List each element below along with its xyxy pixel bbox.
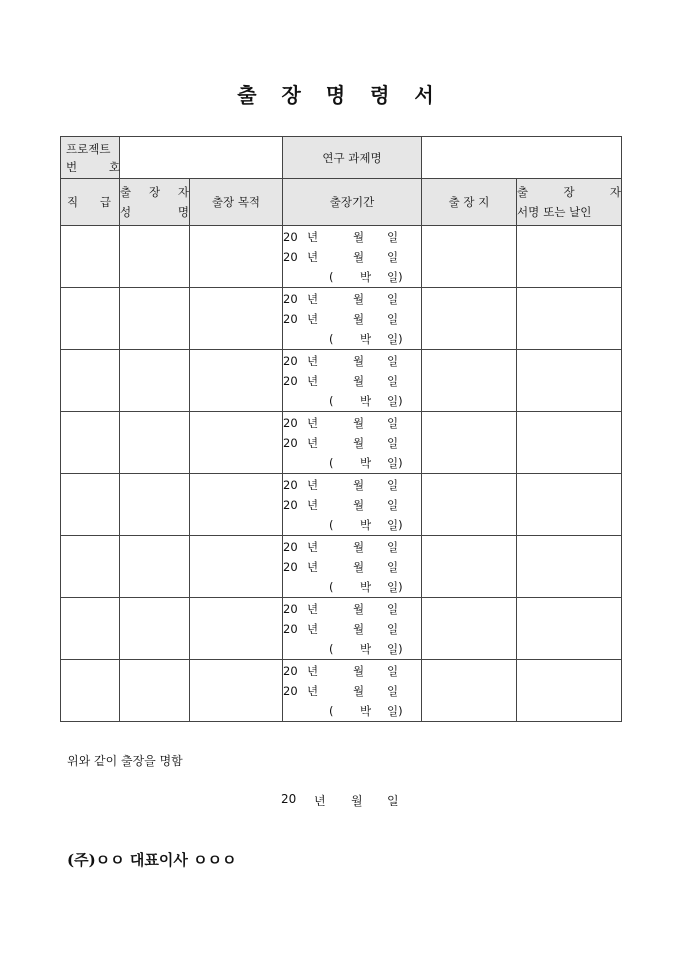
purpose-cell[interactable] xyxy=(190,288,283,350)
purpose-cell[interactable] xyxy=(190,474,283,536)
signature-header-line2: 서명 또는 날인 xyxy=(517,205,592,219)
traveler-name-header xyxy=(120,179,190,226)
signature-cell[interactable] xyxy=(517,350,622,412)
trip-row xyxy=(61,536,622,598)
period-cell[interactable]: 20 년 월 일 20 년 월 일 ( 박 일) xyxy=(283,412,422,474)
trip-row xyxy=(61,350,622,412)
research-task-field[interactable] xyxy=(422,137,622,179)
signature-cell[interactable] xyxy=(517,660,622,722)
purpose-cell[interactable] xyxy=(190,350,283,412)
traveler-name-cell[interactable] xyxy=(120,660,190,722)
research-task-label: 연구 과제명 xyxy=(283,137,422,179)
rank-cell[interactable] xyxy=(61,474,120,536)
trip-row xyxy=(61,226,622,288)
traveler-header-line1: 출 장 자 xyxy=(120,185,189,199)
purpose-header: 출장 목적 xyxy=(190,179,283,226)
traveler-name-cell[interactable] xyxy=(120,288,190,350)
purpose-cell[interactable] xyxy=(190,412,283,474)
title-char: 출 xyxy=(237,83,266,107)
rank-cell[interactable] xyxy=(61,412,120,474)
destination-cell[interactable] xyxy=(422,350,517,412)
trip-row xyxy=(61,598,622,660)
signature-cell[interactable] xyxy=(517,598,622,660)
document-title xyxy=(0,79,680,108)
signature-cell[interactable] xyxy=(517,412,622,474)
period-header: 출장기간 xyxy=(283,179,422,226)
period-cell[interactable]: 20 년 월 일 20 년 월 일 ( 박 일) xyxy=(283,660,422,722)
traveler-name-cell[interactable] xyxy=(120,536,190,598)
trip-row xyxy=(61,474,622,536)
rank-cell[interactable] xyxy=(61,598,120,660)
project-label-line2: 번 호 xyxy=(66,159,120,174)
period-cell[interactable]: 20 년 월 일 20 년 월 일 ( 박 일) xyxy=(283,598,422,660)
signature-cell[interactable] xyxy=(517,288,622,350)
header-row-project xyxy=(61,137,622,179)
destination-header: 출 장 지 xyxy=(422,179,517,226)
traveler-name-cell[interactable] xyxy=(120,350,190,412)
rank-cell[interactable] xyxy=(61,536,120,598)
trip-row xyxy=(61,288,622,350)
title-char: 서 xyxy=(414,83,443,107)
trip-row xyxy=(61,660,622,722)
period-cell[interactable]: 20 년 월 일 20 년 월 일 ( 박 일) xyxy=(283,474,422,536)
order-statement: 위와 같이 출장을 명함 xyxy=(67,754,183,768)
traveler-name-cell[interactable] xyxy=(120,226,190,288)
title-char: 명 xyxy=(325,83,355,107)
purpose-cell[interactable] xyxy=(190,660,283,722)
column-header-row xyxy=(61,179,622,226)
signature-header-line1: 출 장 자 xyxy=(517,185,621,199)
project-number-label xyxy=(61,137,120,179)
rank-cell[interactable] xyxy=(61,350,120,412)
purpose-cell[interactable] xyxy=(190,598,283,660)
period-cell[interactable]: 20 년 월 일 20 년 월 일 ( 박 일) xyxy=(283,226,422,288)
rank-cell[interactable] xyxy=(61,226,120,288)
project-label-line1: 프로젝트 xyxy=(66,141,111,156)
signature-header xyxy=(517,179,622,226)
signature-cell[interactable] xyxy=(517,536,622,598)
rank-cell[interactable] xyxy=(61,288,120,350)
title-char: 장 xyxy=(281,83,310,107)
destination-cell[interactable] xyxy=(422,226,517,288)
destination-cell[interactable] xyxy=(422,598,517,660)
period-cell[interactable]: 20 년 월 일 20 년 월 일 ( 박 일) xyxy=(283,288,422,350)
destination-cell[interactable] xyxy=(422,474,517,536)
rank-cell[interactable] xyxy=(61,660,120,722)
signature-cell[interactable] xyxy=(517,226,622,288)
traveler-header-line2: 성 명 xyxy=(120,205,189,219)
rank-header: 직 급 xyxy=(61,179,120,226)
period-cell[interactable]: 20 년 월 일 20 년 월 일 ( 박 일) xyxy=(283,350,422,412)
destination-cell[interactable] xyxy=(422,288,517,350)
title-char: 령 xyxy=(370,83,399,107)
destination-cell[interactable] xyxy=(422,536,517,598)
issuer-signature: (주)ㅇㅇ 대표이사 ㅇㅇㅇ xyxy=(67,851,237,869)
purpose-cell[interactable] xyxy=(190,536,283,598)
trip-row xyxy=(61,412,622,474)
traveler-name-cell[interactable] xyxy=(120,598,190,660)
purpose-cell[interactable] xyxy=(190,226,283,288)
project-number-field[interactable] xyxy=(120,137,283,179)
destination-cell[interactable] xyxy=(422,660,517,722)
traveler-name-cell[interactable] xyxy=(120,474,190,536)
period-cell[interactable]: 20 년 월 일 20 년 월 일 ( 박 일) xyxy=(283,536,422,598)
destination-cell[interactable] xyxy=(422,412,517,474)
traveler-name-cell[interactable] xyxy=(120,412,190,474)
signature-cell[interactable] xyxy=(517,474,622,536)
travel-order-table xyxy=(60,136,622,722)
